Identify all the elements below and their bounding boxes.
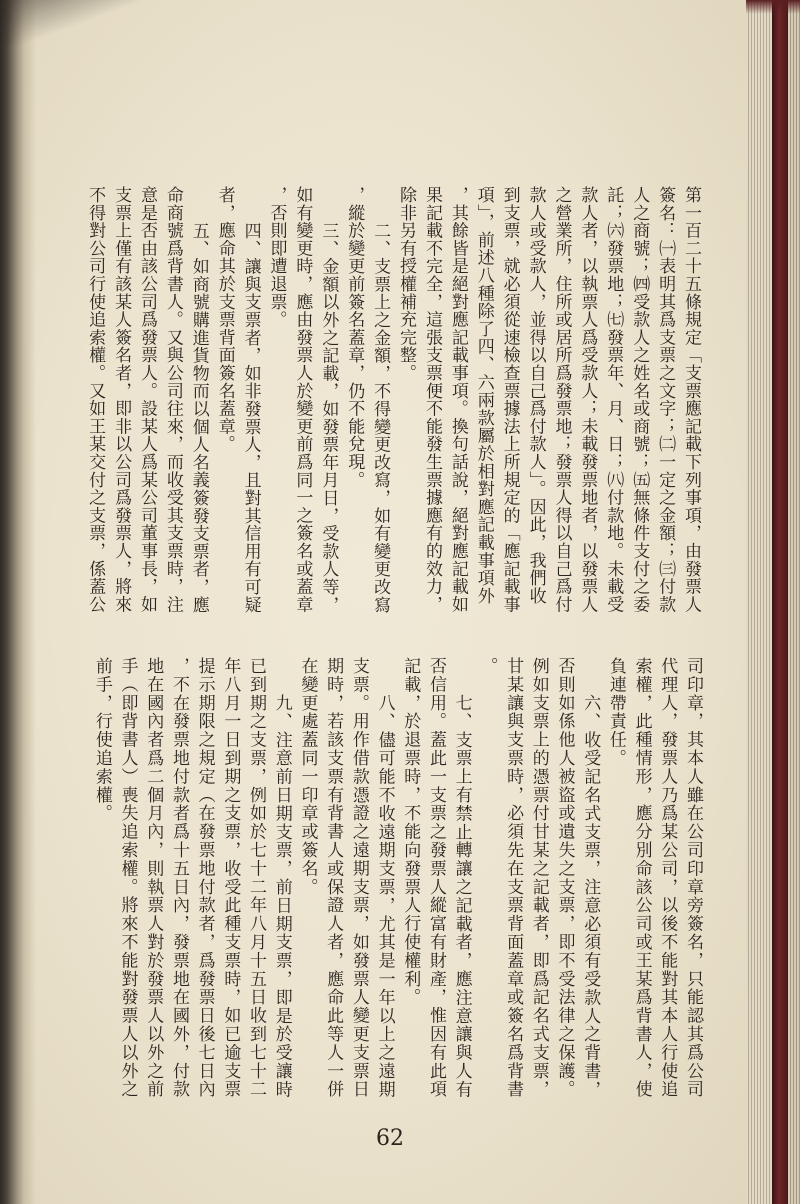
- upper-text-column: 果記載不完全，這張支票便不能發生票據應有的效力，: [421, 186, 442, 614]
- lower-text-column: 記載，於退票時，不能向發票人行使權利。: [400, 657, 421, 1007]
- upper-text-column: 五、如商號購進貨物而以個人名義簽發支票者，應: [188, 222, 209, 614]
- lower-text-column: 否則如係他人被盜或遺失之支票，即不受法律之保護。: [554, 657, 575, 1099]
- lower-text-column: 前手，行使追索權。: [91, 657, 112, 823]
- upper-text-column: 簽名：㈠表明其爲支票之文字；㈡一定之金額；㈢付款: [655, 186, 676, 614]
- upper-text-column: 二、支票上之金額，不得變更改寫，如有變更改寫: [370, 222, 391, 614]
- upper-text-column: 到支票，就必須從速檢查票據法上所規定的「應記載事: [499, 186, 520, 614]
- upper-text-column: 命商號爲背書人。又與公司往來，而收受其支票時，注: [162, 186, 183, 614]
- page-number: 62: [376, 1126, 404, 1151]
- far-page-stack-edge: [788, 0, 800, 1204]
- lower-text-column: 地在國內者爲二個月內，則執票人對於發票人以外之前: [143, 657, 164, 1099]
- upper-text-column: 項」，前述八種除了四、六兩款屬於相對應記載事項外: [473, 186, 494, 605]
- upper-text-column: 第一百二十五條規定「支票應記載下列事項，由發票人: [681, 186, 701, 614]
- upper-text-column: ，縱於變更前簽名蓋章，仍不能兌現。: [344, 186, 365, 489]
- lower-text-column: 手（即背書人）喪失追索權。將來不能對發票人以外之: [117, 657, 138, 1099]
- upper-text-block: [81, 186, 703, 626]
- lower-text-column: 在變更處蓋同一印章或簽名。: [297, 657, 318, 897]
- book-cover-edge: [772, 0, 788, 1204]
- lower-text-column: 。: [477, 657, 498, 676]
- upper-text-column: 者，應命其於支票背面簽名蓋章。: [214, 186, 235, 453]
- lower-text-column: 負連帶責任。: [605, 657, 626, 768]
- lower-text-column: 九、注意前日期支票，前日期支票，即是於受讓時: [271, 694, 292, 1099]
- page-stack-edge: [746, 0, 772, 1204]
- lower-text-column: 甘某讓與支票時，必須先在支票背面蓋章或簽名爲背書: [503, 657, 524, 1099]
- lower-text-column: 六、收受記名式支票，注意必須有受款人之背書，: [580, 694, 601, 1099]
- lower-text-column: 期時，若該支票有背書人或保證人者，應命此等人一併: [323, 657, 344, 1099]
- lower-text-column: 司印章，其本人雖在公司印章旁簽名，只能認其爲公司: [683, 657, 703, 1099]
- lower-text-column: 例如支票上的憑票付甘某之記載者，即爲記名式支票，: [528, 657, 549, 1099]
- lower-text-column: 索權，此種情形，應分別命該公司或王某爲背書人，使: [631, 657, 652, 1099]
- corner-shadow: [0, 0, 140, 46]
- lower-text-column: 支票。用作借款憑證之遠期支票，如發票人變更支票日: [348, 657, 369, 1099]
- lower-text-column: 七、支票上有禁止轉讓之記載者，應注意讓與人有: [451, 694, 472, 1099]
- upper-text-column: 款人者，以執票人爲受款人；未載發票地者，以發票人: [577, 186, 598, 614]
- upper-text-column: 四、讓與支票者，如非發票人，且對其信用有可疑: [240, 222, 261, 614]
- lower-text-column: 代理人，發票人乃爲某公司，以後不能對其本人行使追: [657, 657, 678, 1099]
- upper-text-column: 託；㈥發票地；㈦發票年、月、日；㈧付款地。未載受: [603, 186, 624, 614]
- upper-text-column: ，其餘皆是絕對應記載事項。換句話說，絕對應記載如: [447, 186, 468, 614]
- upper-text-column: ，否則即遭退票。: [266, 186, 287, 329]
- upper-text-column: 支票上僅有該某人簽名者，即非以公司爲發票人，將來: [111, 186, 132, 614]
- upper-text-column: 人之商號；㈣受款人之姓名或商號；㈤無條件支付之委: [629, 186, 650, 614]
- lower-text-block: [88, 657, 705, 1107]
- upper-text-column: 之營業所，住所或居所爲發票地；發票人得以自己爲付: [551, 186, 572, 614]
- upper-text-column: 意是否由該公司爲發票人。設某人爲某公司董事長，如: [136, 186, 157, 614]
- upper-text-column: 三、金額以外之記載，如發票年月日，受款人等，: [318, 222, 339, 614]
- lower-text-column: 已到期之支票，例如於七十二年八月十五日收到七十二: [246, 657, 267, 1099]
- upper-text-column: 除非另有授權補充完整。: [396, 186, 417, 382]
- upper-text-column: 款人或受款人，並得以自己爲付款人」。因此，我們收: [525, 186, 546, 605]
- upper-text-column: 不得對公司行使追索權。又如王某交付之支票，係蓋公: [85, 186, 106, 614]
- lower-text-column: 否信用。蓋此一支票之發票人縱富有財產，惟因有此項: [425, 657, 446, 1099]
- upper-text-column: 如有變更時，應由發票人於變更前爲同一之簽名或蓋章: [292, 186, 313, 614]
- lower-text-column: 提示期限之規定（在發票地付款者，爲發票日後七日內: [194, 657, 215, 1099]
- cover-top-edge: [746, 0, 800, 14]
- lower-text-column: ，不在發票地付款者爲十五日內，發票地在國外，付款: [168, 657, 189, 1099]
- lower-text-column: 八、儘可能不收遠期支票，尤其是一年以上之遠期: [374, 694, 395, 1099]
- lower-text-column: 年八月一日到期之支票，收受此種支票時，如已逾支票: [220, 657, 241, 1099]
- spine-shadow: [0, 0, 36, 1204]
